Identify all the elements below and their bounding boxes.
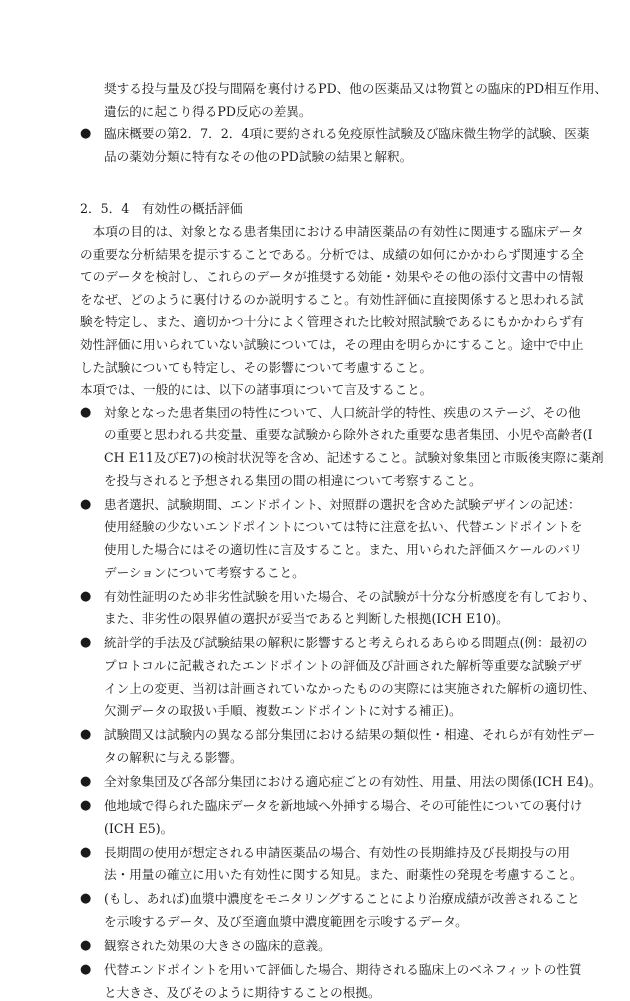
bullet-text-line: 使用した場合にはその適切性に言及すること。また、用いられた評価スケールのバリ (104, 541, 583, 557)
bullet-marker: ● (80, 891, 92, 907)
paragraph-line: 効性評価に用いられていない試験については，その理由を明らかにすること。途中で中止 (80, 337, 584, 352)
bullet-marker: ● (80, 635, 92, 651)
continuation-line: 奨する投与量及び投与間隔を裏付けるPD、他の医薬品又は物質との臨床的PD相互作用、 (104, 81, 608, 96)
bullet-text-line: 長期間の使用が想定される申請医薬品の場合、有効性の長期維持及び長期投与の用 (104, 844, 570, 860)
paragraph-line: 本項の目的は、対象となる患者集団における申請医薬品の有効性に関連する臨床データ (80, 224, 584, 239)
paragraph-line: てのデータを検討し、これらのデータが推奨する効能・効果やその他の添付文書中の情報 (80, 269, 584, 285)
paragraph-line: の重要な分析結果を提示することである。分析では、成績の如何にかかわらず関連する全 (80, 246, 584, 262)
bullet-text-line: 法・用量の確立に用いた有効性に関する知見。また、耐薬性の発現を考慮すること。 (104, 867, 583, 883)
bullet-text-line: また、非劣性の限界値の選択が妥当であると判断した根拠(ICH E10)。 (104, 611, 509, 627)
bullet-marker: ● (80, 773, 92, 789)
bullet-marker: ● (80, 727, 92, 743)
bullet-marker: ● (80, 404, 92, 420)
bullet-text-line: 観察された効果の大きさの臨床的意義。 (104, 938, 331, 954)
bullet-text-line: (もし、あれば)血漿中濃度をモニタリングすることにより治療成績が改善されること (104, 891, 580, 907)
bullet-marker: ● (80, 588, 92, 604)
paragraph-line: をなぜ、どのように裏付けるのか説明すること。有効性評価に直接関係すると思われる試 (80, 291, 584, 307)
bullet-text-line: 試験間又は試験内の異なる部分集団における結果の類似性・相違、それらが有効性デー (104, 727, 596, 743)
bullet-text-line: 有効性証明のため非劣性試験を用いた場合、その試験が十分な分析感度を有しており、 (104, 588, 596, 604)
bullet-text-line: を投与されると予想される集団の間の相違について考察すること。 (104, 472, 482, 488)
section-heading: 2．5．4 有効性の概括評価 (80, 201, 243, 217)
bullet-text-line: 他地域で得られた臨床データを新地域へ外挿する場合、その可能性についての裏付け (104, 798, 583, 813)
bullet-marker: ● (80, 844, 92, 860)
bullet-text-line: (ICH E5)。 (104, 820, 174, 836)
bullet-text-line: イン上の変更、当初は計画されていなかったものの実際には実施された解析の適切性、 (104, 680, 596, 696)
bullet-marker: ● (80, 938, 92, 954)
bullet-text-line: 患者選択、試験期間、エンドポイント、対照群の選択を含めた試験デザインの記述： (104, 496, 581, 512)
continuation-line: 遺伝的に起こり得るPD反応の差異。 (104, 103, 312, 119)
bullet-text-line: 使用経験の少ないエンドポイントについては特に注意を払い、代替エンドポイントを (104, 519, 583, 535)
bullet-text-line: 品の薬効分類に特有なその他のPD試験の結果と解釈。 (104, 148, 413, 164)
bullet-text-line: 代替エンドポイントを用いて評価した場合、期待される臨床上のベネフィットの性質 (104, 962, 582, 978)
bullet-marker: ● (80, 496, 92, 512)
bullet-text-line: 臨床概要の第2．7．2．4項に要約される免疫原性試験及び臨床微生物学的試験、医薬 (104, 126, 590, 142)
bullet-marker: ● (80, 798, 92, 813)
paragraph-line: した試験についても特定し、その影響について考慮すること。 (80, 359, 433, 375)
bullet-text-line: を示唆するデータ、及び至適血漿中濃度範囲を示唆するデータ。 (104, 914, 468, 929)
paragraph-line: 験を特定し、また、適切かつ十分によく管理された比較対照試験であるにもかかわらず有 (80, 314, 584, 330)
bullet-marker: ● (80, 126, 92, 142)
bullet-text-line: プロトコルに記載されたエンドポイントの評価及び計画された解析等重要な試験デザ (104, 657, 583, 673)
bullet-text-line: 対象となった患者集団の特性について、人口統計学的特性、疾患のステージ、その他 (104, 404, 581, 420)
bullet-text-line: の重要と思われる共変量、重要な試験から除外された重要な患者集団、小児や高齢者(I (104, 427, 593, 443)
bullet-text-line: 統計学的手法及び試験結果の解釈に影響すると考えられるあらゆる問題点(例：最初の (104, 635, 588, 651)
bullet-marker: ● (80, 962, 92, 978)
bullet-text-line: と大きさ、及びそのように期待することの根拠。 (104, 984, 381, 1000)
lead-sentence: 本項では、一般的には、以下の諸事項について言及すること。 (80, 382, 433, 398)
bullet-text-line: 全対象集団及び各部分集団における適応症ごとの有効性、用量、用法の関係(ICH E4)。 (104, 773, 602, 789)
bullet-text-line: デーションについて考察すること。 (104, 564, 305, 580)
bullet-text-line: 欠測データの取扱い手順、複数エンドポイントに対する補正)。 (104, 703, 462, 719)
bullet-text-line: タの解釈に与える影響。 (104, 749, 243, 765)
bullet-text-line: CH E11及びE7)の検討状況等を含め、記述すること。試験対象集団と市販後実際に薬剤 (104, 450, 604, 465)
